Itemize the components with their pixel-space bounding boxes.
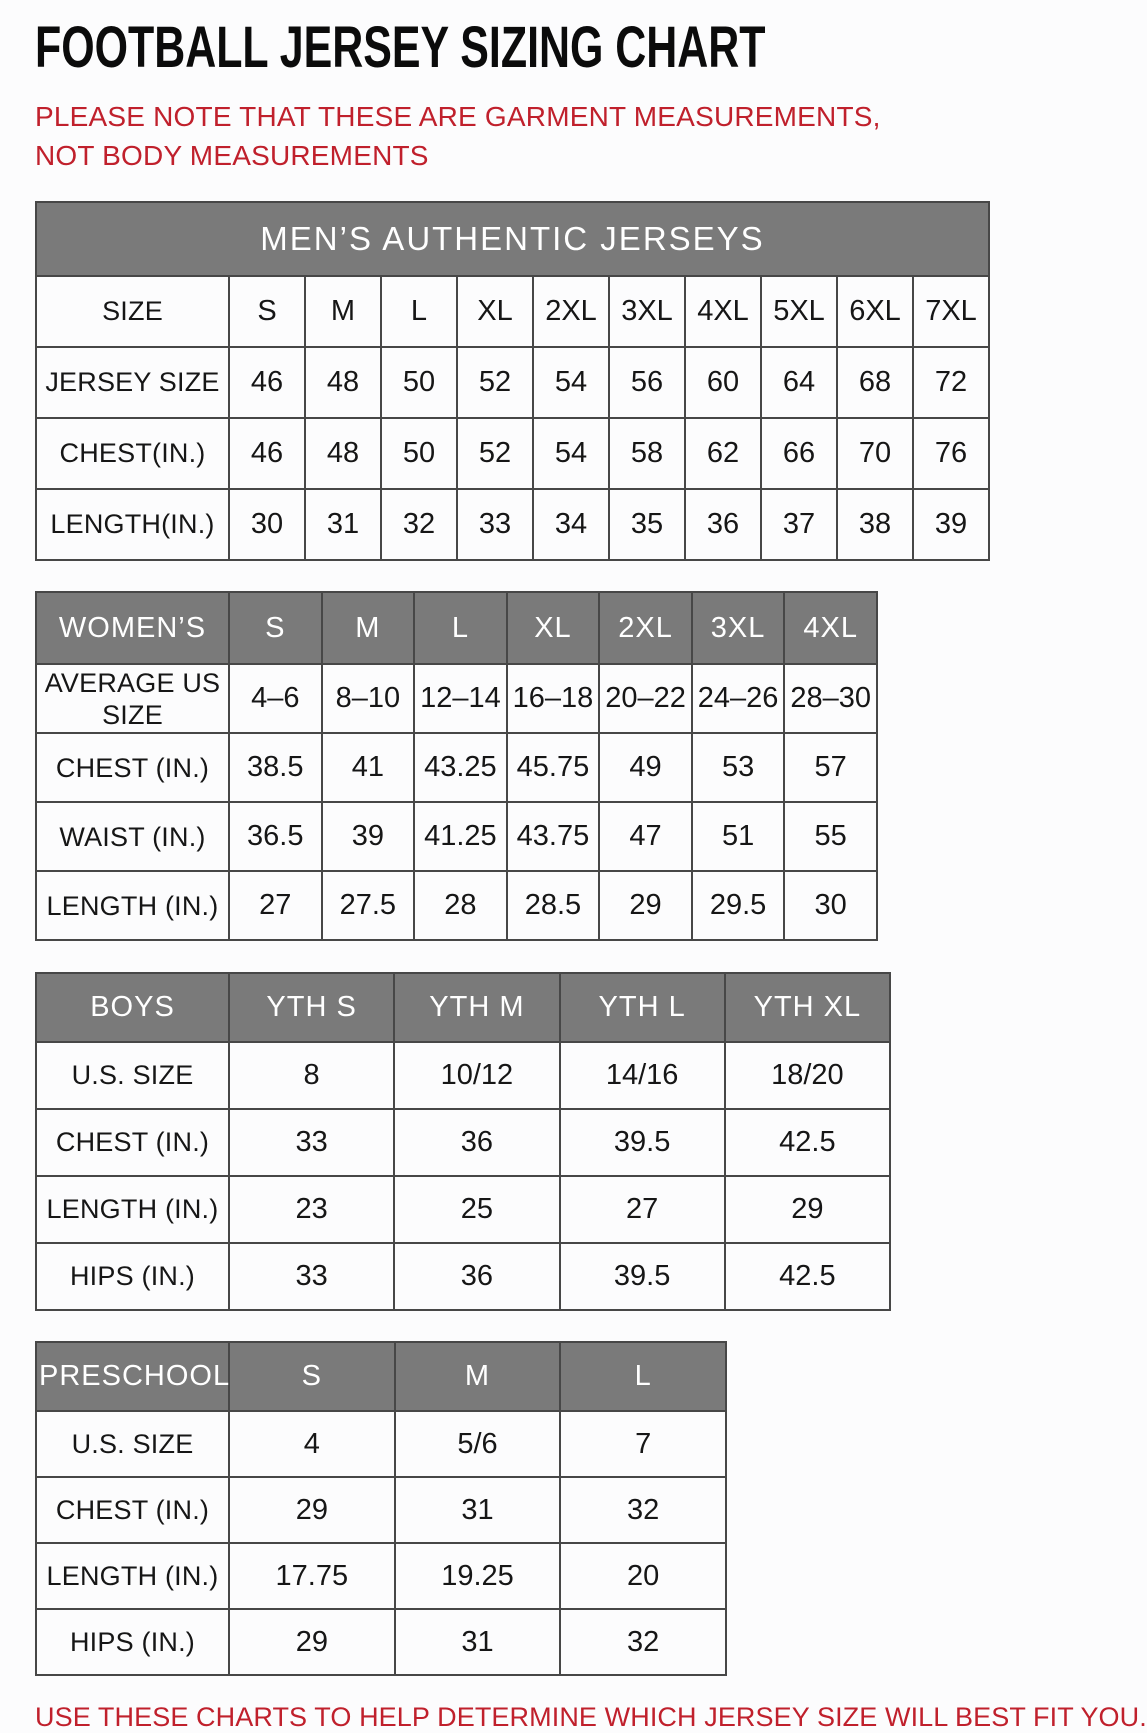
chest-cell: 58 (609, 418, 685, 489)
length-cell: 23 (229, 1176, 394, 1243)
size-header-cell: 2XL (599, 592, 692, 664)
row-label: HIPS (IN.) (36, 1609, 229, 1675)
row-label: LENGTH(IN.) (36, 489, 229, 560)
size-header-cell: S (229, 1342, 395, 1411)
hips-cell: 32 (560, 1609, 726, 1675)
row-label: WAIST (IN.) (36, 802, 229, 871)
size-header-cell: M (395, 1342, 561, 1411)
size-header-cell: 3XL (692, 592, 785, 664)
table-row (36, 802, 877, 871)
chest-cell: 46 (229, 418, 305, 489)
length-cell: 17.75 (229, 1543, 395, 1609)
row-label: HIPS (IN.) (36, 1243, 229, 1310)
size-cell: 6XL (837, 276, 913, 347)
size-cell: XL (457, 276, 533, 347)
size-cell: 7XL (913, 276, 989, 347)
row-label: JERSEY SIZE (36, 347, 229, 418)
us-size-cell: 7 (560, 1411, 726, 1477)
preschool-table-title: PRESCHOOL (36, 1342, 229, 1411)
length-cell: 36 (685, 489, 761, 560)
hips-cell: 39.5 (560, 1243, 725, 1310)
length-cell: 33 (457, 489, 533, 560)
page-title: FOOTBALL JERSEY SIZING CHART (35, 15, 766, 80)
waist-cell: 39 (322, 802, 415, 871)
chest-cell: 50 (381, 418, 457, 489)
chest-cell: 52 (457, 418, 533, 489)
table-row (36, 347, 989, 418)
size-header-cell: YTH M (394, 973, 559, 1042)
size-header-cell: YTH S (229, 973, 394, 1042)
row-label: LENGTH (IN.) (36, 1176, 229, 1243)
chest-cell: 39.5 (560, 1109, 725, 1176)
table-row (36, 1042, 890, 1109)
us-size-cell: 20–22 (599, 664, 692, 733)
garment-measurements-note: PLEASE NOTE THAT THESE ARE GARMENT MEASUREMENTS, NOT BODY MEASUREMENTS (35, 101, 881, 171)
jersey-size-cell: 52 (457, 347, 533, 418)
mens-authentic-jerseys-table (35, 201, 990, 561)
size-header-cell: S (229, 592, 322, 664)
jersey-size-cell: 48 (305, 347, 381, 418)
jersey-size-cell: 50 (381, 347, 457, 418)
chest-cell: 54 (533, 418, 609, 489)
table-header-row (36, 592, 877, 664)
table-row (36, 1543, 726, 1609)
waist-cell: 36.5 (229, 802, 322, 871)
size-cell: M (305, 276, 381, 347)
waist-cell: 43.75 (507, 802, 600, 871)
length-cell: 25 (394, 1176, 559, 1243)
row-label: CHEST (IN.) (36, 1477, 229, 1543)
size-cell: S (229, 276, 305, 347)
table-header-row (36, 1342, 726, 1411)
us-size-cell: 4–6 (229, 664, 322, 733)
chest-cell: 45.75 (507, 733, 600, 802)
length-cell: 27 (229, 871, 322, 940)
hips-cell: 31 (395, 1609, 561, 1675)
sizing-chart-page (0, 14, 1147, 1732)
hips-cell: 33 (229, 1243, 394, 1310)
size-header-cell: XL (507, 592, 600, 664)
us-size-cell: 8–10 (322, 664, 415, 733)
row-label: AVERAGE US SIZE (36, 664, 229, 733)
chest-cell: 48 (305, 418, 381, 489)
length-cell: 29.5 (692, 871, 785, 940)
length-cell: 27.5 (322, 871, 415, 940)
size-header-cell: YTH XL (725, 973, 890, 1042)
chest-cell: 66 (761, 418, 837, 489)
length-cell: 28 (414, 871, 507, 940)
chest-cell: 32 (560, 1477, 726, 1543)
chest-cell: 36 (394, 1109, 559, 1176)
size-header-cell: L (560, 1342, 726, 1411)
length-cell: 29 (725, 1176, 890, 1243)
us-size-cell: 16–18 (507, 664, 600, 733)
length-cell: 37 (761, 489, 837, 560)
jersey-size-cell: 72 (913, 347, 989, 418)
womens-table-title: WOMEN’S (36, 592, 229, 664)
chest-cell: 43.25 (414, 733, 507, 802)
jersey-size-cell: 46 (229, 347, 305, 418)
table-row (36, 276, 989, 347)
size-header-cell: 4XL (784, 592, 877, 664)
waist-cell: 41.25 (414, 802, 507, 871)
us-size-cell: 28–30 (784, 664, 877, 733)
table-header-row (36, 973, 890, 1042)
chest-cell: 62 (685, 418, 761, 489)
us-size-cell: 5/6 (395, 1411, 561, 1477)
table-row (36, 1477, 726, 1543)
row-label: CHEST (IN.) (36, 733, 229, 802)
table-row (36, 871, 877, 940)
waist-cell: 55 (784, 802, 877, 871)
table-row (36, 733, 877, 802)
boys-table (35, 972, 891, 1311)
table-header-row (36, 202, 989, 276)
us-size-cell: 18/20 (725, 1042, 890, 1109)
length-cell: 29 (599, 871, 692, 940)
length-cell: 35 (609, 489, 685, 560)
hips-cell: 42.5 (725, 1243, 890, 1310)
table-row (36, 418, 989, 489)
size-header-cell: YTH L (560, 973, 725, 1042)
chest-cell: 53 (692, 733, 785, 802)
row-label: SIZE (36, 276, 229, 347)
row-label: CHEST (IN.) (36, 1109, 229, 1176)
size-header-cell: M (322, 592, 415, 664)
length-cell: 34 (533, 489, 609, 560)
chest-cell: 49 (599, 733, 692, 802)
jersey-size-cell: 54 (533, 347, 609, 418)
waist-cell: 47 (599, 802, 692, 871)
length-cell: 28.5 (507, 871, 600, 940)
table-row (36, 664, 877, 733)
row-label: LENGTH (IN.) (36, 871, 229, 940)
chest-cell: 42.5 (725, 1109, 890, 1176)
size-cell: 5XL (761, 276, 837, 347)
chest-cell: 31 (395, 1477, 561, 1543)
waist-cell: 51 (692, 802, 785, 871)
size-header-cell: L (414, 592, 507, 664)
hips-cell: 36 (394, 1243, 559, 1310)
mens-table-title: MEN’S AUTHENTIC JERSEYS (36, 202, 989, 276)
length-cell: 19.25 (395, 1543, 561, 1609)
chest-cell: 76 (913, 418, 989, 489)
jersey-size-cell: 68 (837, 347, 913, 418)
size-cell: 2XL (533, 276, 609, 347)
womens-table (35, 591, 878, 941)
preschool-table (35, 1341, 727, 1676)
length-cell: 30 (784, 871, 877, 940)
table-row (36, 1243, 890, 1310)
chest-cell: 29 (229, 1477, 395, 1543)
table-row (36, 1609, 726, 1675)
length-cell: 30 (229, 489, 305, 560)
row-label: U.S. SIZE (36, 1411, 229, 1477)
table-row (36, 1109, 890, 1176)
size-cell: 3XL (609, 276, 685, 347)
chest-cell: 70 (837, 418, 913, 489)
table-row (36, 489, 989, 560)
jersey-size-cell: 60 (685, 347, 761, 418)
length-cell: 31 (305, 489, 381, 560)
length-cell: 32 (381, 489, 457, 560)
us-size-cell: 4 (229, 1411, 395, 1477)
size-cell: 4XL (685, 276, 761, 347)
boys-table-title: BOYS (36, 973, 229, 1042)
row-label: LENGTH (IN.) (36, 1543, 229, 1609)
row-label: U.S. SIZE (36, 1042, 229, 1109)
length-cell: 20 (560, 1543, 726, 1609)
us-size-cell: 10/12 (394, 1042, 559, 1109)
row-label: CHEST(IN.) (36, 418, 229, 489)
length-cell: 39 (913, 489, 989, 560)
chest-cell: 33 (229, 1109, 394, 1176)
us-size-cell: 12–14 (414, 664, 507, 733)
jersey-size-cell: 64 (761, 347, 837, 418)
chest-cell: 38.5 (229, 733, 322, 802)
chest-cell: 41 (322, 733, 415, 802)
size-cell: L (381, 276, 457, 347)
table-row (36, 1176, 890, 1243)
us-size-cell: 24–26 (692, 664, 785, 733)
us-size-cell: 14/16 (560, 1042, 725, 1109)
jersey-size-cell: 56 (609, 347, 685, 418)
us-size-cell: 8 (229, 1042, 394, 1109)
length-cell: 38 (837, 489, 913, 560)
hips-cell: 29 (229, 1609, 395, 1675)
table-row (36, 1411, 726, 1477)
chest-cell: 57 (784, 733, 877, 802)
length-cell: 27 (560, 1176, 725, 1243)
footer-note: USE THESE CHARTS TO HELP DETERMINE WHICH JERSEY SIZE WILL BEST FIT YOU. (35, 1702, 1147, 1732)
